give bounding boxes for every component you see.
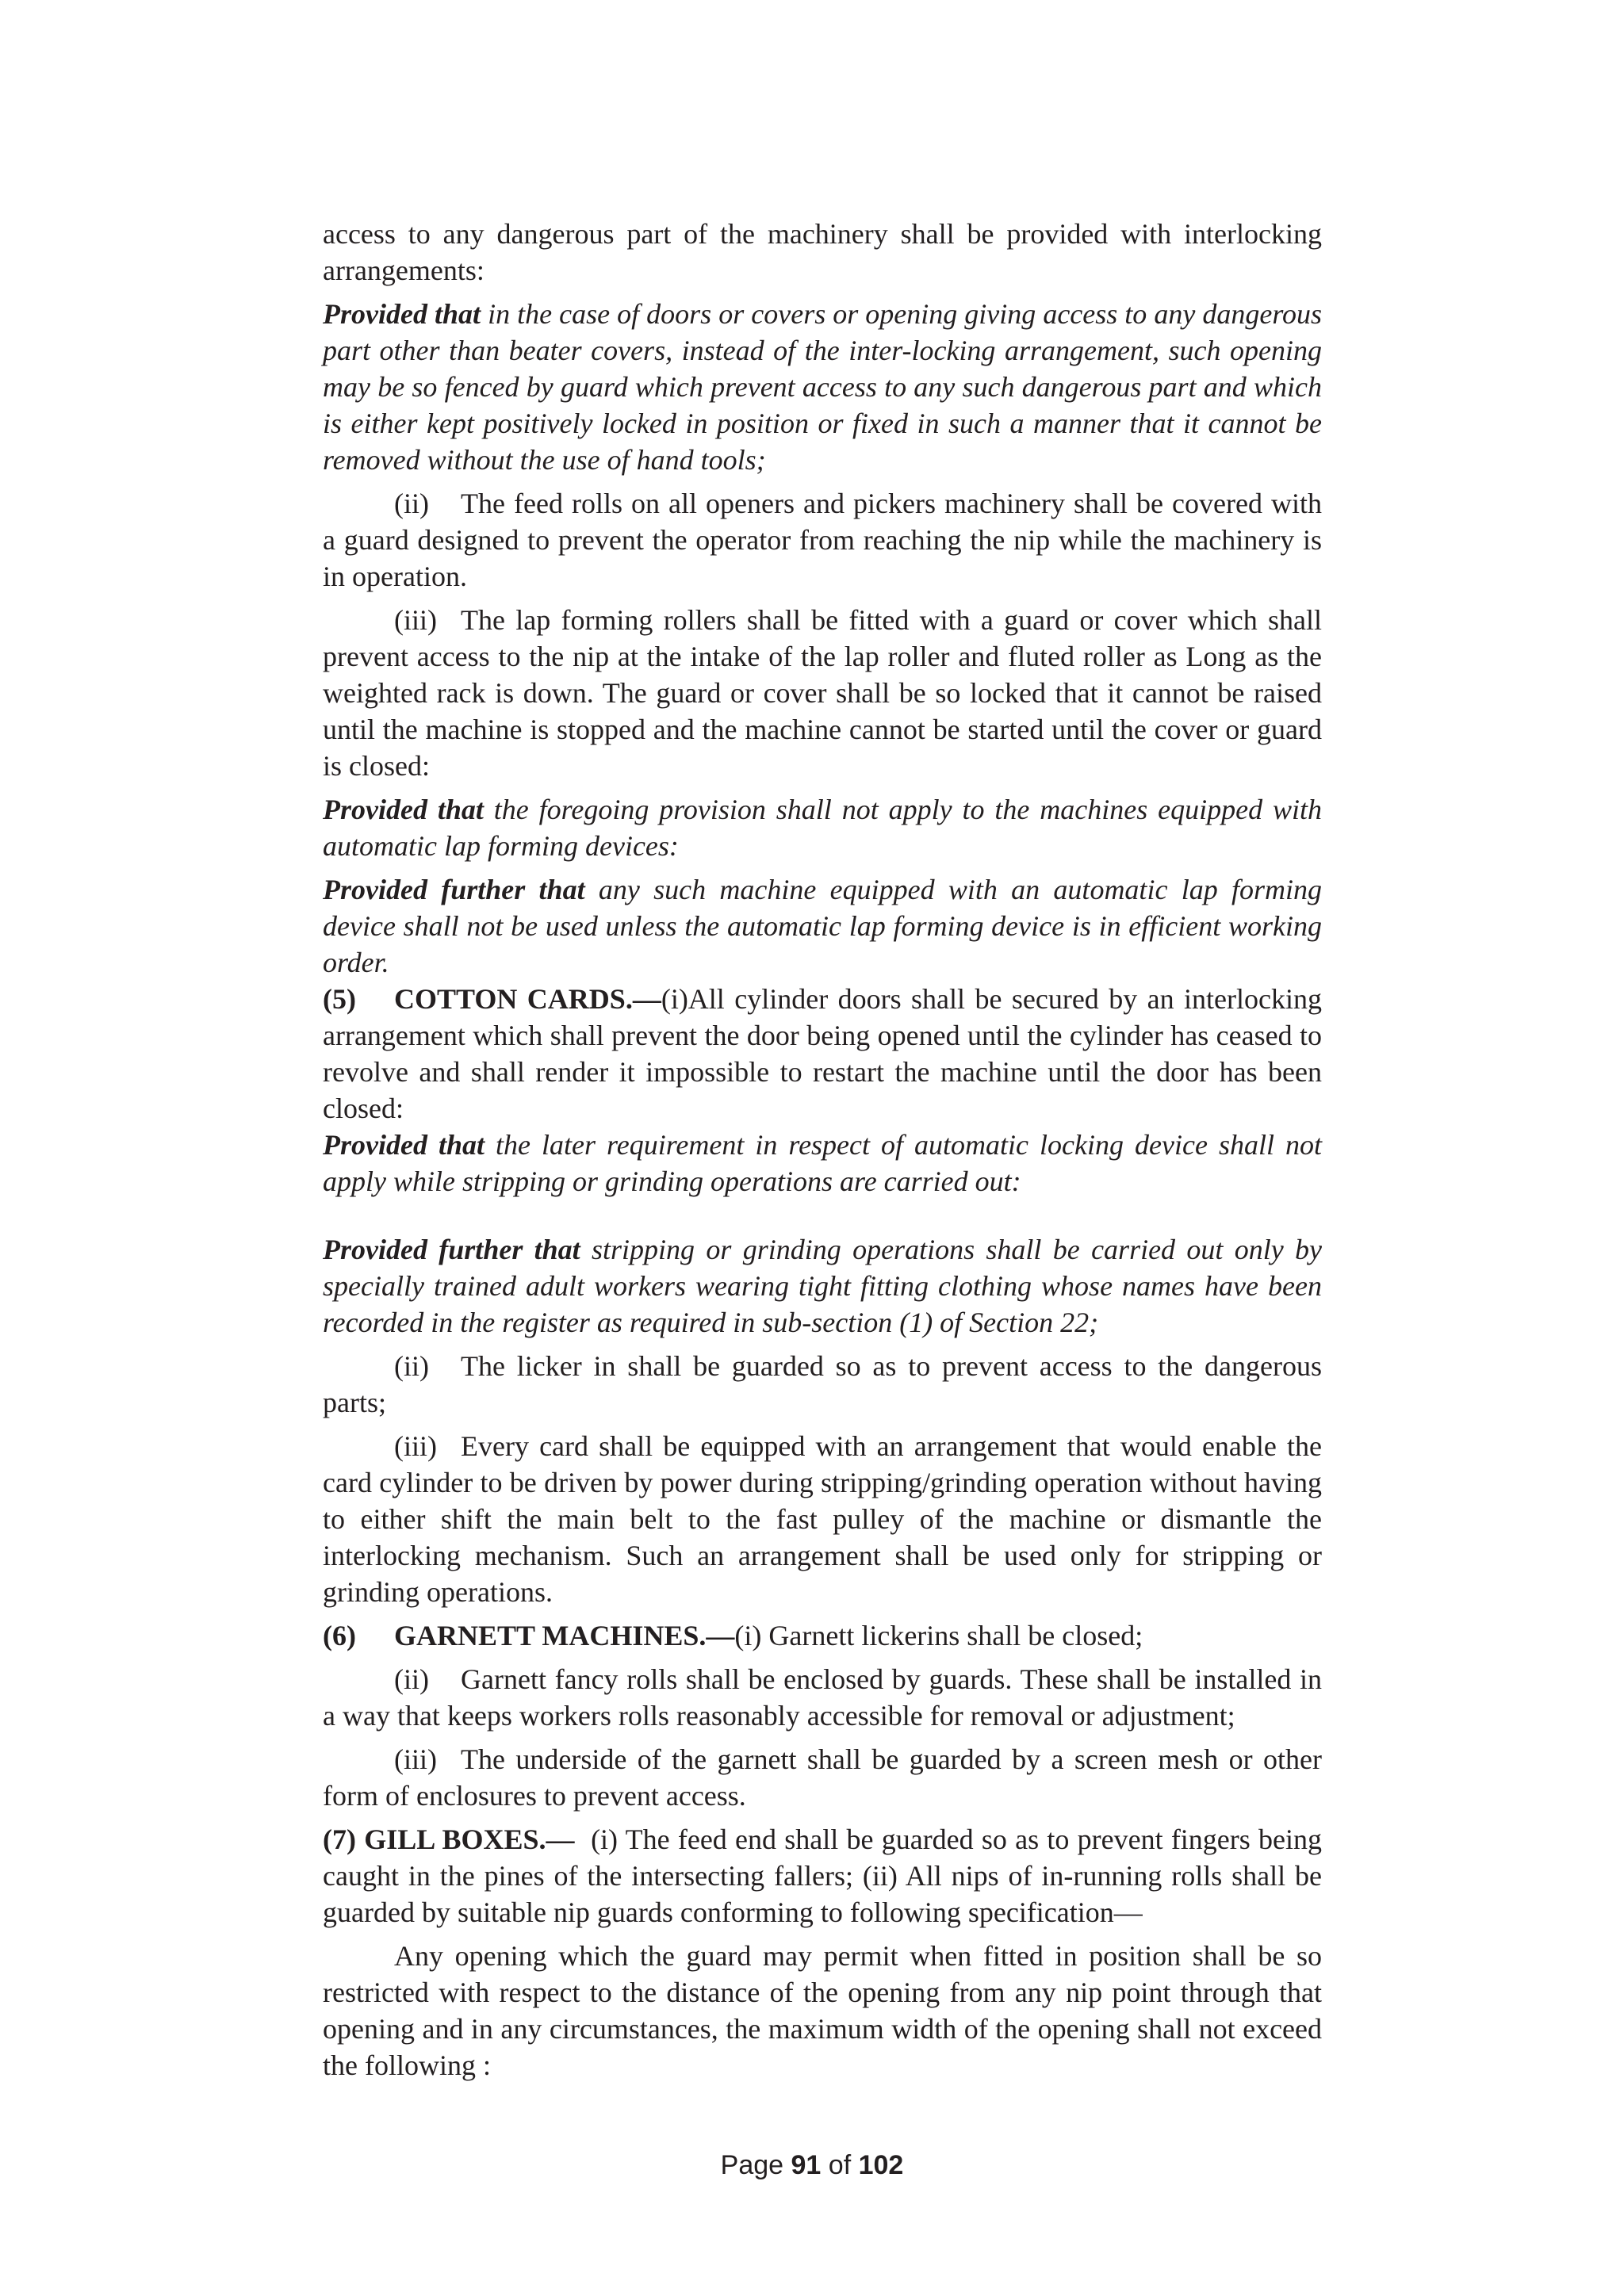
clause-text: The underside of the garnett shall be guarded by a screen mesh or other form of enclosures to prevent access. — [323, 1743, 1322, 1812]
clause-number: (iii) — [394, 1743, 437, 1775]
clause-number: (ii) — [394, 1350, 429, 1382]
clause-text: Garnett fancy rolls shall be enclosed by guards. These shall be installed in a way that keeps workers rolls reasonably accessible for removal or adjustment; — [323, 1663, 1322, 1732]
paragraph-text: access to any dangerous part of the machinery shall be provided with interlocking arrangements: — [323, 218, 1322, 286]
clause-text: The lap forming rollers shall be fitted with a guard or cover which shall prevent access to the nip at the intake of the lap roller and fluted roller as Long as the weighted rack is down. The guard or cover shall be so locked that it cannot be raised until the machine is stopped and the machine cannot be started until the cover or guard is closed: — [323, 604, 1322, 782]
proviso-lead: Provided further that — [323, 874, 585, 905]
proviso-text: the later requirement in respect of automatic locking device shall not apply while stripping or grinding operations are carried out: — [323, 1129, 1323, 1197]
section-text: (i) The feed end shall be guarded so as to prevent fingers being caught in the pines of the intersecting fallers; (ii) All nips of in-running rolls shall be guarded by suitable nip guards conforming to following specification— — [323, 1823, 1323, 1928]
clause-licker-in — [323, 1348, 1322, 1421]
proviso-lead: Provided that — [323, 794, 484, 825]
proviso-further-lap — [323, 871, 1322, 981]
clause-number: (ii) — [394, 488, 429, 519]
proviso-text: stripping or grinding operations shall be carried out only by specially trained adult workers wearing tight fitting clothing whose names have been recorded in the register as required in sub-section (1) of Section 22; — [323, 1234, 1323, 1338]
section-gill-boxes — [323, 1821, 1322, 1931]
clause-number: (iii) — [394, 604, 437, 636]
proviso-trained-workers — [323, 1231, 1322, 1341]
paragraph-text: Any opening which the guard may permit when fitted in position shall be so restricted with respect to the distance of the opening from any nip point through that opening and in any circumstances, the maximum width of the opening shall not exceed the following : — [323, 1940, 1322, 2081]
clause-lap-forming — [323, 602, 1322, 784]
document-body — [323, 216, 1322, 2091]
proviso-lead: Provided that — [323, 298, 481, 330]
proviso-text: the foregoing provision shall not apply to the machines equipped with automatic lap forming devices: — [323, 794, 1323, 862]
clause-text: Every card shall be equipped with an arrangement that would enable the card cylinder to be driven by power during stripping/grinding operation without having to either shift the main belt to the fast pulley of the machine or dismantle the interlocking mechanism. Such an arrangement shall be used only for stripping or grinding operations. — [323, 1430, 1322, 1608]
proviso-text: any such machine equipped with an automatic lap forming device shall not be used unless the automatic lap forming device is in efficient working order. — [323, 874, 1322, 978]
section-text: (i) Garnett lickerins shall be closed; — [734, 1620, 1143, 1651]
clause-text: The licker in shall be guarded so as to prevent access to the dangerous parts; — [323, 1350, 1322, 1418]
clause-card-cylinder — [323, 1428, 1322, 1610]
clause-number: (ii) — [394, 1663, 429, 1695]
paragraph-opening-width — [323, 1938, 1322, 2084]
proviso-lead: Provided that — [323, 1129, 485, 1161]
clause-text: The feed rolls on all openers and pickers machinery shall be covered with a guard designed to prevent the operator from reaching the nip while the machinery is in operation. — [323, 488, 1322, 592]
section-cotton-cards — [323, 981, 1322, 1127]
section-heading: (7) GILL BOXES.— — [323, 1823, 575, 1855]
proviso-doors-covers — [323, 296, 1322, 478]
clause-fancy-rolls — [323, 1661, 1322, 1734]
current-page-number: 91 — [791, 2150, 822, 2180]
proviso-text: in the case of doors or covers or opening giving access to any dangerous part other than beater covers, instead of the inter-locking arrangement, such opening may be so fenced by guard which prevent access to any such dangerous part and which is either kept positively locked in position or fixed in such a manner that it cannot be removed without the use of hand tools; — [323, 298, 1323, 476]
section-number: (6) — [323, 1620, 356, 1651]
page-of-label: of — [828, 2150, 852, 2180]
section-text: (i)All cylinder doors shall be secured by an interlocking arrangement which shall prevent the door being opened until the cylinder has ceased to revolve and shall render it impossible to restart the machine until the door has been closed: — [323, 983, 1323, 1124]
paragraph-interlocking — [323, 216, 1322, 289]
section-heading: GARNETT MACHINES.— — [394, 1620, 735, 1651]
clause-number: (iii) — [394, 1430, 437, 1462]
clause-garnett-underside — [323, 1741, 1322, 1814]
section-heading: COTTON CARDS.— — [394, 983, 661, 1015]
total-pages-number: 102 — [858, 2150, 904, 2180]
section-number: (5) — [323, 983, 356, 1015]
clause-feed-rolls — [323, 485, 1322, 595]
proviso-locking-device — [323, 1127, 1322, 1200]
proviso-automatic-lap — [323, 791, 1322, 864]
page-footer — [0, 2150, 1624, 2181]
proviso-lead: Provided further that — [323, 1234, 580, 1265]
section-garnett-machines — [323, 1617, 1322, 1654]
page-label: Page — [720, 2150, 784, 2180]
